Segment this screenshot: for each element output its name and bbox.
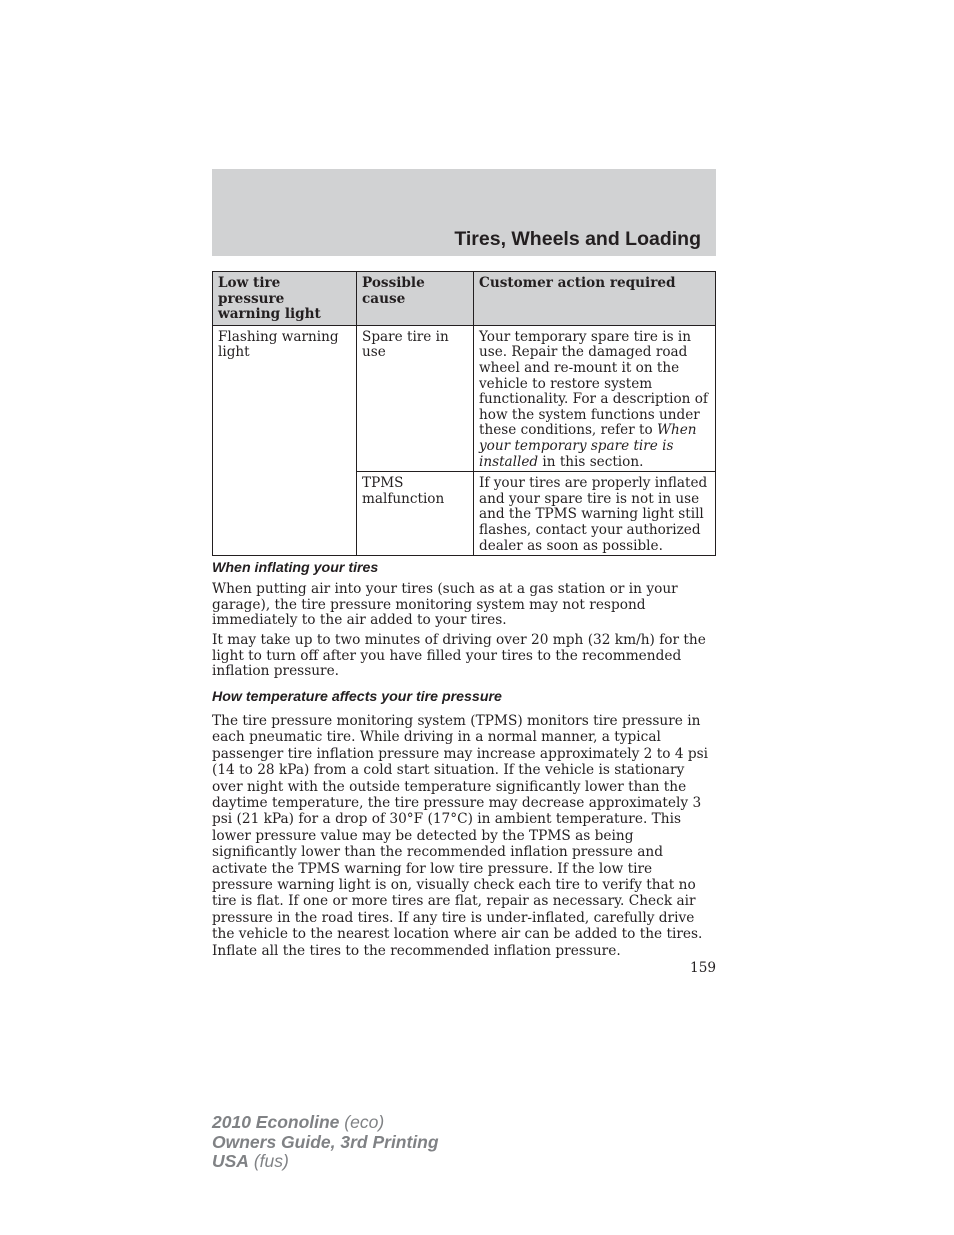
table-cell-action bbox=[474, 325, 716, 471]
section-header-band bbox=[212, 169, 716, 256]
tpms-warning-table bbox=[212, 271, 716, 556]
footer-line: Owners Guide, 3rd Printing bbox=[212, 1131, 439, 1152]
action-text: Your temporary spare tire is in use. Repair the damaged road wheel and re-mount it on the vehicle to restore system functionality. For a description of how the system functions under these conditions, refer to bbox=[479, 328, 708, 439]
table-header-cell: Possible cause bbox=[357, 272, 474, 326]
table-row bbox=[213, 325, 716, 471]
section-inflating bbox=[212, 560, 717, 576]
subsection-heading: How temperature affects your tire pressure bbox=[212, 689, 502, 705]
paragraph-block bbox=[212, 633, 717, 680]
footer-model: 2010 Econoline bbox=[212, 1112, 340, 1132]
paragraph-block bbox=[212, 582, 717, 629]
table-cell-light: Flashing warning light bbox=[213, 325, 357, 555]
table-cell-cause: TPMS malfunction bbox=[357, 472, 474, 556]
subsection-heading: When inflating your tires bbox=[212, 560, 379, 576]
paragraph: When putting air into your tires (such as at a gas station or in your garage), the tire pressure monitoring system may not respond immediately to the air added to your tires. bbox=[212, 581, 678, 629]
footer-region-code: (fus) bbox=[248, 1151, 289, 1171]
paragraph: The tire pressure monitoring system (TPMS) monitors tire pressure in each pneumatic tire. While driving in a normal manner, a typical passenger tire inflation pressure may increase approximately 2 to 4 psi (14 to 28 kPa) from a cold start situation. If the vehicle is stationary over night with the outside temperature significantly lower than the daytime temperature, the tire pressure may decrease approximately 3 psi (21 kPa) for a drop of 30°F (17°C) in ambient temperature. This lower pressure value may be detected by the TPMS as being significantly lower than the recommended inflation pressure and activate the TPMS warning for low tire pressure. If the low tire pressure warning light is on, visually check each tire to verify that no tire is flat. If one or more tires are flat, repair as necessary. Check air pressure in the road tires. If any tire is under-inflated, carefully drive the vehicle to the nearest location where air can be added to the tires. Inflate all the tires to the recommended inflation pressure. bbox=[212, 713, 709, 959]
paragraph: It may take up to two minutes of driving over 20 mph (32 km/h) for the light to turn off after you have filled your tires to the recommended inflation pressure. bbox=[212, 632, 706, 680]
footer-model-code: (eco) bbox=[339, 1112, 385, 1132]
page-number: 159 bbox=[690, 960, 716, 976]
table-cell-cause: Spare tire in use bbox=[357, 325, 474, 471]
document-footer bbox=[212, 1113, 439, 1172]
footer-region: USA bbox=[212, 1151, 249, 1171]
table-header-row bbox=[213, 272, 716, 326]
action-text: in this section. bbox=[538, 453, 644, 470]
footer-line bbox=[212, 1113, 439, 1133]
section-temperature bbox=[212, 689, 717, 705]
table-cell-action: If your tires are properly inflated and your spare tire is not in use and the TPMS warning light still flashes, contact your authorized dealer as soon as possible. bbox=[474, 472, 716, 556]
footer-line bbox=[212, 1152, 439, 1172]
table-header-cell: Low tire pressure warning light bbox=[213, 272, 357, 326]
paragraph-block bbox=[212, 713, 717, 959]
cross-reference-link[interactable]: When your temporary spare tire is installed bbox=[479, 422, 697, 470]
section-title: Tires, Wheels and Loading bbox=[454, 228, 701, 250]
table-header-cell: Customer action required bbox=[474, 272, 716, 326]
